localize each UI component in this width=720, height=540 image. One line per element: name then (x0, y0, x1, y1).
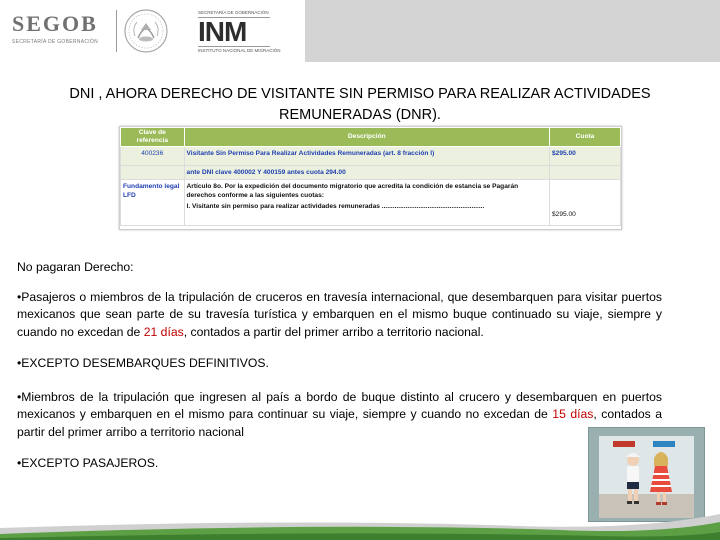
cell-previous-note: ante DNI clave 400002 Y 400159 antes cuota 294.00 (184, 166, 549, 180)
p1-text-b: , contados a partir del primer arribo a territorio nacional. (183, 324, 484, 339)
fee-table (119, 126, 622, 230)
header-clave: Clave de referencia (121, 128, 185, 147)
articulo-text: Artículo 8o. Por la expedición del documento migratorio que acredita la condición de estancia se Pagarán derechos conforme a las siguientes cuotas: (186, 183, 519, 199)
inm-bottom-label: INSTITUTO NACIONAL DE MIGRACIÓN (198, 48, 281, 53)
cell-articulo (184, 180, 549, 226)
header-gray-band (305, 0, 720, 62)
cell-cuota: $295.00 (550, 147, 621, 166)
p3-text-a: •Miembros de la tripulación que ingresen al país a bordo de buque distinto al crucero y desembarquen en puertos mexicanos y embarquen en el mismo para continuar su viaje, siempre y cuando no excedan de (17, 390, 662, 422)
page-header (0, 0, 720, 62)
p1-days-highlight: 21 días (143, 324, 184, 339)
page-title: DNI , AHORA DERECHO DE VISITANTE SIN PERMISO PARA REALIZAR ACTIVIDADES REMUNERADAS (DNR). (69, 86, 651, 123)
section-subheading: No pagaran Derecho: (17, 260, 134, 274)
cell-descripcion: Visitante Sin Permiso Para Realizar Actividades Remuneradas (art. 8 fracción I) (184, 147, 549, 166)
inm-top-label: SECRETARÍA DE GOBERNACIÓN (198, 10, 270, 18)
cell-fundamento (121, 180, 185, 226)
header-descripcion: Descripción (184, 128, 549, 147)
table-header-row (121, 128, 621, 147)
p3-text-b: , contados a partir del primer arribo a territorio nacional (17, 407, 663, 439)
table-row (121, 180, 621, 226)
fundamento-label: Fundamento legal (123, 183, 180, 190)
fundamento-law: LFD (123, 192, 136, 199)
segob-subtitle: SECRETARÍA DE GOBERNACIÓN (12, 39, 99, 45)
inm-logo-icon (198, 18, 308, 46)
cell-cuota-2: $295.00 (550, 180, 621, 226)
photo-tag-left (613, 441, 635, 447)
exception-passengers-paragraph: •EXCEPTO PASAJEROS. (17, 456, 159, 470)
exception-definitive-paragraph: •EXCEPTO DESEMBARQUES DEFINITIVOS. (17, 356, 269, 370)
table-row (121, 166, 621, 180)
photo-tag-right (653, 441, 675, 447)
segob-logo (12, 12, 112, 45)
logo-divider (116, 10, 117, 52)
children-illustration (599, 436, 694, 518)
exemption-crew-paragraph (17, 389, 662, 441)
p3-days-highlight: 15 días (552, 407, 594, 422)
exemption-cruise-paragraph (17, 289, 662, 341)
segob-wordmark: SEGOB (12, 11, 98, 36)
header-cuota: Cuota (550, 128, 621, 147)
coat-of-arms-seal-icon (123, 8, 169, 54)
articulo-fraccion: I. Visitante sin permiso para realizar actividades remuneradas ........................................................ (186, 203, 485, 210)
inm-wordmark: INM (198, 16, 247, 47)
cell-clave: 400236 (121, 147, 185, 166)
footer-decoration (0, 508, 720, 540)
table-row (121, 147, 621, 166)
inm-logo (198, 10, 308, 54)
p1-text-a: •Pasajeros o miembros de la tripulación de cruceros en travesía internacional, que desembarquen para visitar puertos mexicanos que sean parte de su travesía turística y embarquen en el mismo buque continuado su viaje, siempre y cuando no excedan de (17, 290, 662, 339)
